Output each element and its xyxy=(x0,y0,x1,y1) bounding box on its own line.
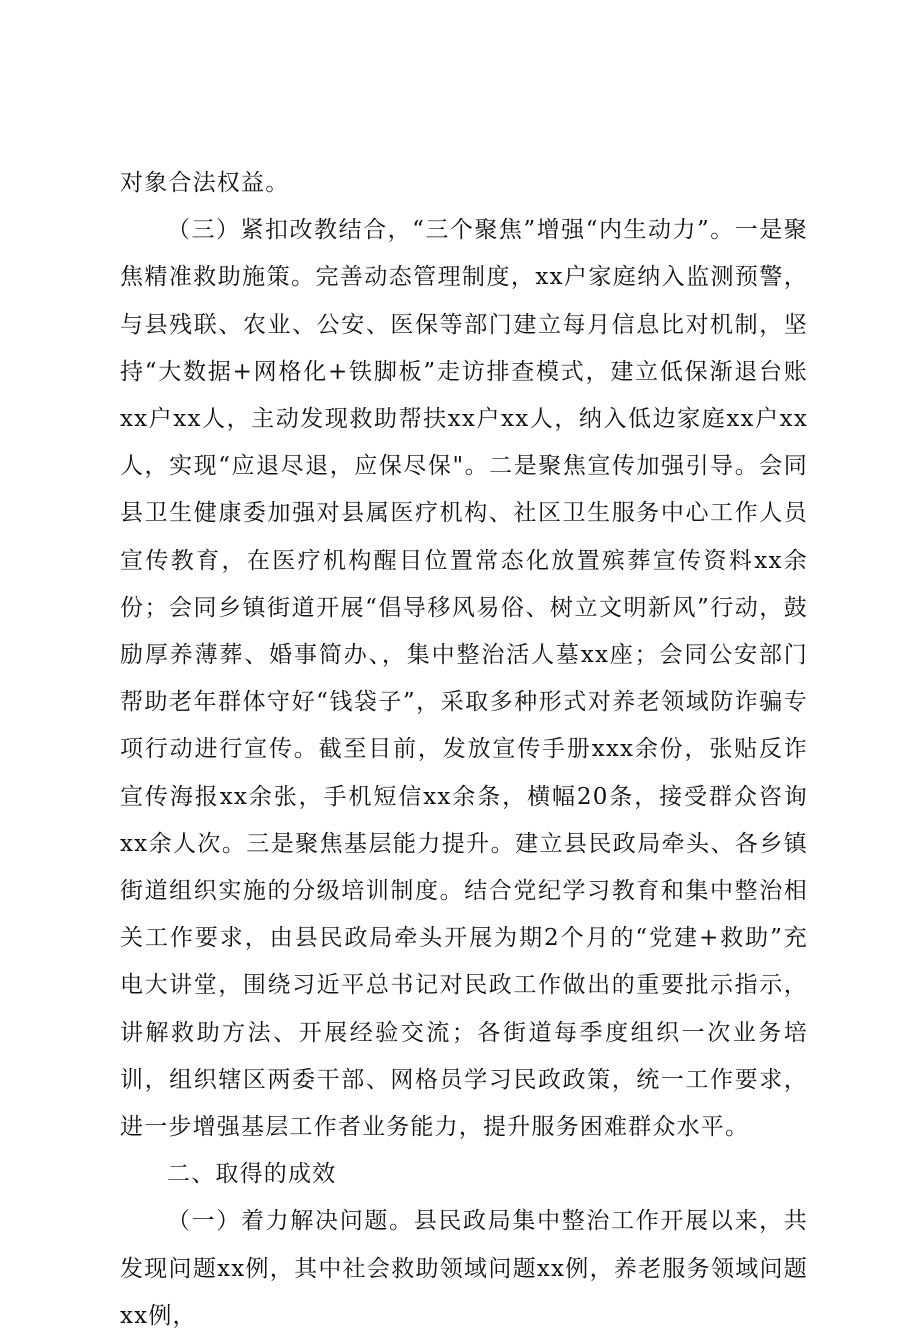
paragraph-section-one: （一）着力解决问题。县民政局集中整治工作开展以来，共发现问题xx例，其中社会救助领域问题xx例，养老服务领域问题xx例， xyxy=(120,1208,808,1329)
paragraph-continuation: 对象合法权益。 xyxy=(120,170,290,196)
document-body xyxy=(120,160,808,1340)
section-heading-results: 二、取得的成效 xyxy=(167,1161,337,1188)
paragraph-section-three: （三）紧扣改教结合，“三个聚焦”增强“内生动力”。一是聚焦精准救助施策。完善动态管理制度，xx户家庭纳入监测预警，与县残联、农业、公安、医保等部门建立每月信息比对机制，坚持“大数据+网格化+铁脚板”走访排查模式，建立低保渐退台账xx户xx人，主动发现救助帮扶xx户xx人，纳入低边家庭xx户xx人，实现“应退尽退，应保尽保"。二是聚焦宣传加强引导。会同县卫生健康委加强对县属医疗机构、社区卫生服务中心工作人员宣传教育，在医疗机构醒目位置常态化放置殡葬宣传资料xx余份；会同乡镇街道开展“倡导移风易俗、树立文明新风”行动，鼓励厚养薄葬、婚事简办、，集中整治活人墓xx座；会同公安部门帮助老年群体守好“钱袋子”，采取多种形式对养老领域防诈骗专项行动进行宣传。截至目前，发放宣传手册xxx余份，张贴反诈宣传海报xx余张，手机短信xx余条，横幅20条，接受群众咨询xx余人次。三是聚焦基层能力提升。建立县民政局牵头、各乡镇街道组织实施的分级培训制度。结合党纪学习教育和集中整治相关工作要求，由县民政局牵头开展为期2个月的“党建+救助”充电大讲堂，围绕习近平总书记对民政工作做出的重要批示指示，讲解救助方法、开展经验交流；各街道每季度组织一次业务培训，组织辖区两委干部、网格员学习民政政策，统一工作要求，进一步增强基层工作者业务能力，提升服务困难群众水平。 xyxy=(120,217,808,1141)
